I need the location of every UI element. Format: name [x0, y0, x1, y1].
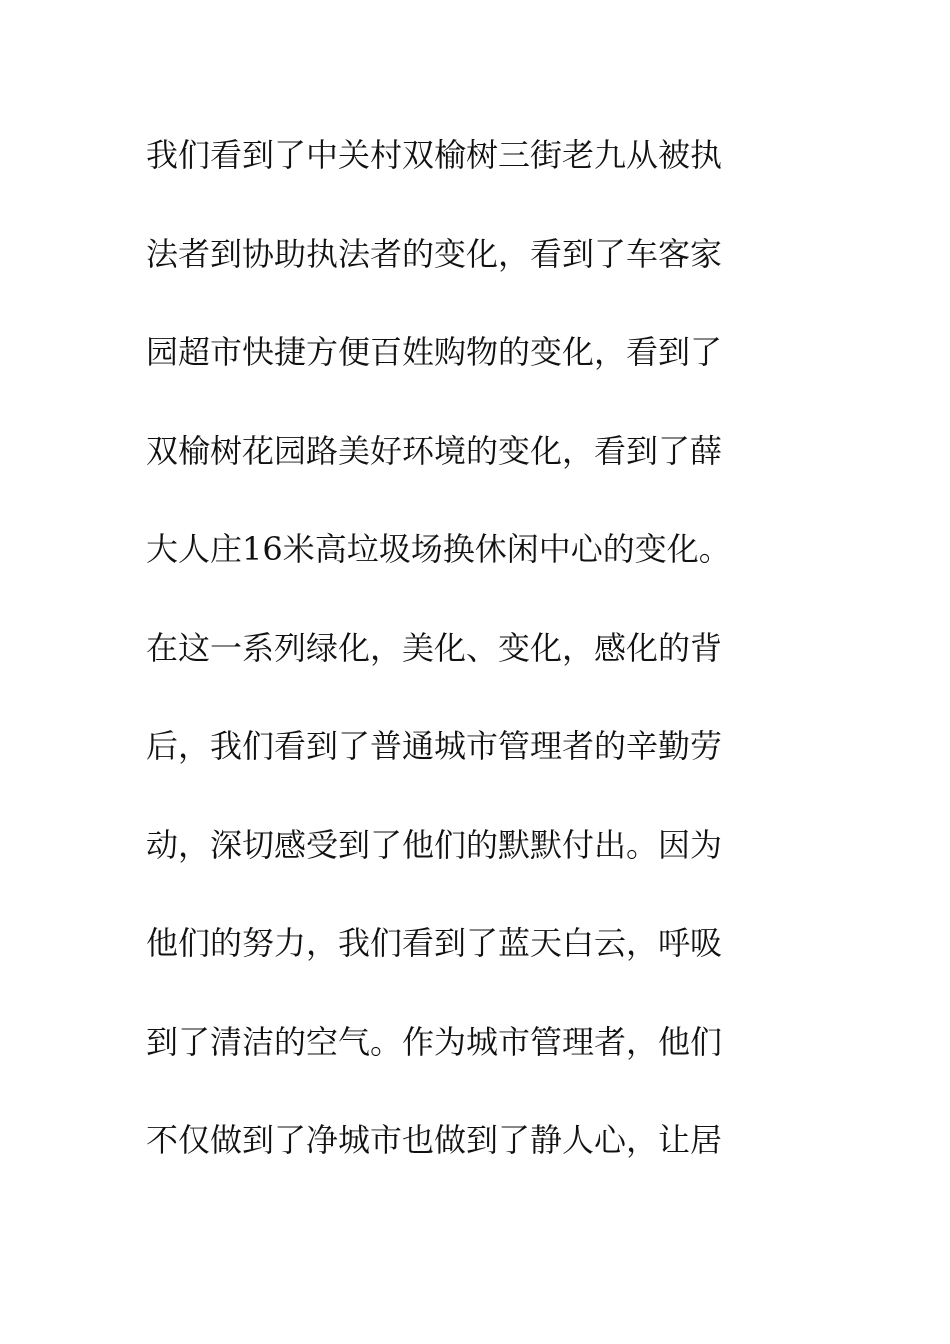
text-line-9: 他们的努力，我们看到了蓝天白云，呼吸	[146, 924, 723, 962]
text-line-7: 后，我们看到了普通城市管理者的辛勤劳	[146, 727, 723, 765]
text-line-11: 不仅做到了净城市也做到了静人心，让居	[146, 1121, 723, 1159]
text-line-10: 到了清洁的空气。作为城市管理者，他们	[146, 1022, 723, 1061]
text-line-4: 双榆树花园路美好环境的变化，看到了薛	[146, 431, 723, 470]
text-line-5: 大人庄16米高垃圾场换休闲中心的变化。	[146, 530, 731, 568]
text-line-3: 园超市快捷方便百姓购物的变化，看到了	[146, 333, 723, 371]
text-line-1: 我们看到了中关村双榆树三街老九从被执	[146, 136, 723, 174]
text-line-2: 法者到协助执法者的变化，看到了车客家	[146, 234, 723, 273]
text-line-8: 动，深切感受到了他们的默默付出。因为	[146, 825, 723, 864]
text-line-6: 在这一系列绿化，美化、变化，感化的背	[146, 628, 723, 667]
body-text	[146, 127, 806, 1211]
